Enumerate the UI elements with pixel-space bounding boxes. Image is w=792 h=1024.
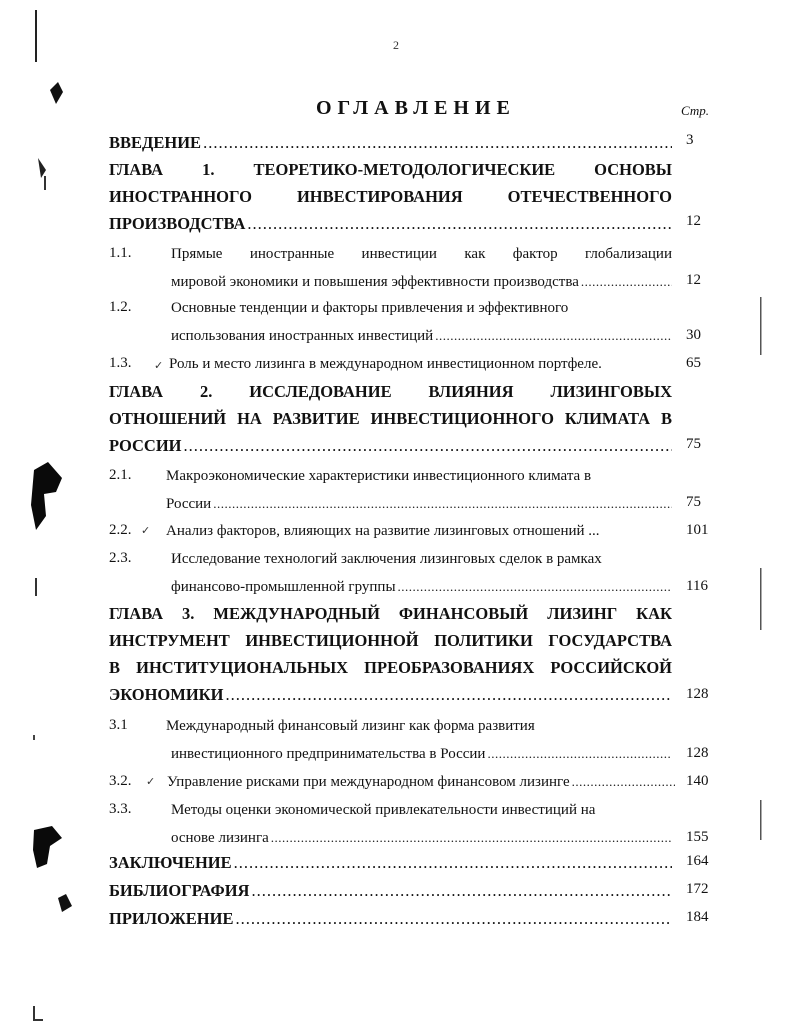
entry-title: ПРИЛОЖЕНИЕ [109,909,234,928]
entry-title-line: использования иностранных инвестиций [171,328,434,344]
entry-title-line: Анализ факторов, влияющих на развитие лизинговых отношений ... [166,523,600,539]
section-number: 1.3. [109,355,132,371]
entry-title-line: ИНСТРУМЕНТ ИНВЕСТИЦИОННОЙ ПОЛИТИКИ ГОСУДАРСТВА [109,631,672,650]
entry-title-line: ГЛАВА 2. ИССЛЕДОВАНИЕ ВЛИЯНИЯ ЛИЗИНГОВЫХ [109,382,672,401]
entry-page: 12 [686,213,701,229]
entry-title-line: Исследование технологий заключения лизинговых сделок в рамках [171,551,602,567]
dot-leader [581,268,672,296]
entry-title-line: Макроэкономические характеристики инвестиционного климата в [166,468,592,484]
entry-page: 164 [686,853,709,869]
entry-page: 75 [686,436,701,452]
entry-title-line: Роль и место лизинга в международном инвестиционном портфеле. [169,356,602,372]
section-number: 3.3. [109,801,132,817]
toc-entry-chapter-2[interactable] [109,378,672,459]
entry-title-line: инвестиционного предпринимательства в России [171,746,486,762]
entry-title: ЗАКЛЮЧЕНИЕ [109,853,232,872]
entry-page: 3 [686,132,694,148]
entry-page: 184 [686,909,709,925]
section-number: 2.3. [109,550,132,566]
entry-page: 140 [686,773,709,789]
entry-title-line: Методы оценки экономической привлекательности инвестиций на [171,802,596,818]
entry-title-line: ОТНОШЕНИЙ НА РАЗВИТИЕ ИНВЕСТИЦИОННОГО КЛИМАТА В [109,409,672,428]
dot-leader [203,129,672,156]
toc-entry-chapter-1[interactable] [109,156,672,237]
toc-entry-conclusion[interactable] [109,849,672,876]
dot-leader [435,322,672,350]
toc-entry-section-3-2[interactable] [167,768,675,796]
dot-leader [572,768,675,796]
entry-page: 116 [686,578,708,594]
entry-title-line: финансово-промышленной группы [171,579,396,595]
entry-title-line: ГЛАВА 1. ТЕОРЕТИКО-МЕТОДОЛОГИЧЕСКИЕ ОСНОВЫ [109,160,672,179]
entry-page: 172 [686,881,709,897]
section-number: 3.2. [109,773,132,789]
entry-title-line: мировой экономики и повышения эффективности производства [171,274,579,290]
dot-leader [235,905,672,932]
toc-entry-introduction[interactable] [109,129,672,156]
entry-page: 12 [686,272,701,288]
entry-page: 155 [686,829,709,845]
entry-title-line: ПРОИЗВОДСТВА [109,214,246,233]
page-number: 2 [393,38,399,52]
toc-title: ОГЛАВЛЕНИЕ [316,97,516,119]
checkmark-icon: ✓ [154,360,164,372]
dot-leader [271,824,672,852]
entry-title: БИБЛИОГРАФИЯ [109,881,250,900]
toc-entry-section-2-1[interactable] [166,462,672,518]
dot-leader [247,210,672,237]
entry-page: 30 [686,327,701,343]
entry-title-line: Международный финансовый лизинг как форма развития [166,718,535,734]
entry-title-line: России [166,496,212,512]
toc-entry-chapter-3[interactable] [109,600,672,708]
section-number: 2.2. [109,522,132,538]
entry-title-line: ЭКОНОМИКИ [109,685,224,704]
toc-entry-bibliography[interactable] [109,877,672,904]
entry-title-line: РОССИИ [109,436,182,455]
dot-leader [398,573,672,601]
toc-entry-appendix[interactable] [109,905,672,932]
entry-title-line: В ИНСТИТУЦИОНАЛЬНЫХ ПРЕОБРАЗОВАНИЯХ РОССИЙСКОЙ [109,658,672,677]
dot-leader [251,877,672,904]
section-number: 2.1. [109,467,132,483]
dot-leader [225,681,672,708]
toc-entry-section-3-3[interactable] [171,796,672,852]
entry-page: 128 [686,745,709,761]
section-number: 1.1. [109,245,132,261]
entry-title: ВВЕДЕНИЕ [109,133,202,152]
dot-leader [213,490,672,518]
toc-entry-section-1-2[interactable] [171,294,672,350]
toc-entry-section-3-1[interactable] [166,712,672,768]
dot-leader [234,849,672,876]
entry-page: 75 [686,494,701,510]
entry-title-line: ИНОСТРАННОГО ИНВЕСТИРОВАНИЯ ОТЕЧЕСТВЕННОГО [109,187,672,206]
toc-entry-section-2-3[interactable] [166,545,672,601]
entry-page: 65 [686,355,701,371]
entry-title-line: Прямые иностранные инвестиции как фактор глобализации [171,246,672,262]
entry-title-line: Основные тенденции и факторы привлечения и эффективного [171,300,569,316]
dot-leader [487,740,672,768]
section-number: 1.2. [109,299,132,315]
toc-entry-section-1-3[interactable] [169,350,679,378]
entry-title-line: ГЛАВА 3. МЕЖДУНАРОДНЫЙ ФИНАНСОВЫЙ ЛИЗИНГ КАК [109,604,672,623]
checkmark-icon: ✓ [146,776,156,788]
entry-title-line: основе лизинга [171,830,269,846]
toc-entry-section-1-1[interactable] [171,240,672,296]
dot-leader [184,432,672,459]
section-number: 3.1 [109,717,128,733]
toc-entry-section-2-2[interactable] [166,517,676,545]
entry-page: 128 [686,686,709,702]
checkmark-icon: ✓ [141,525,151,537]
page-column-label: Стр. [681,103,709,118]
entry-page: 101 [686,522,709,538]
entry-title-line: Управление рисками при международном финансовом лизинге [167,774,570,790]
